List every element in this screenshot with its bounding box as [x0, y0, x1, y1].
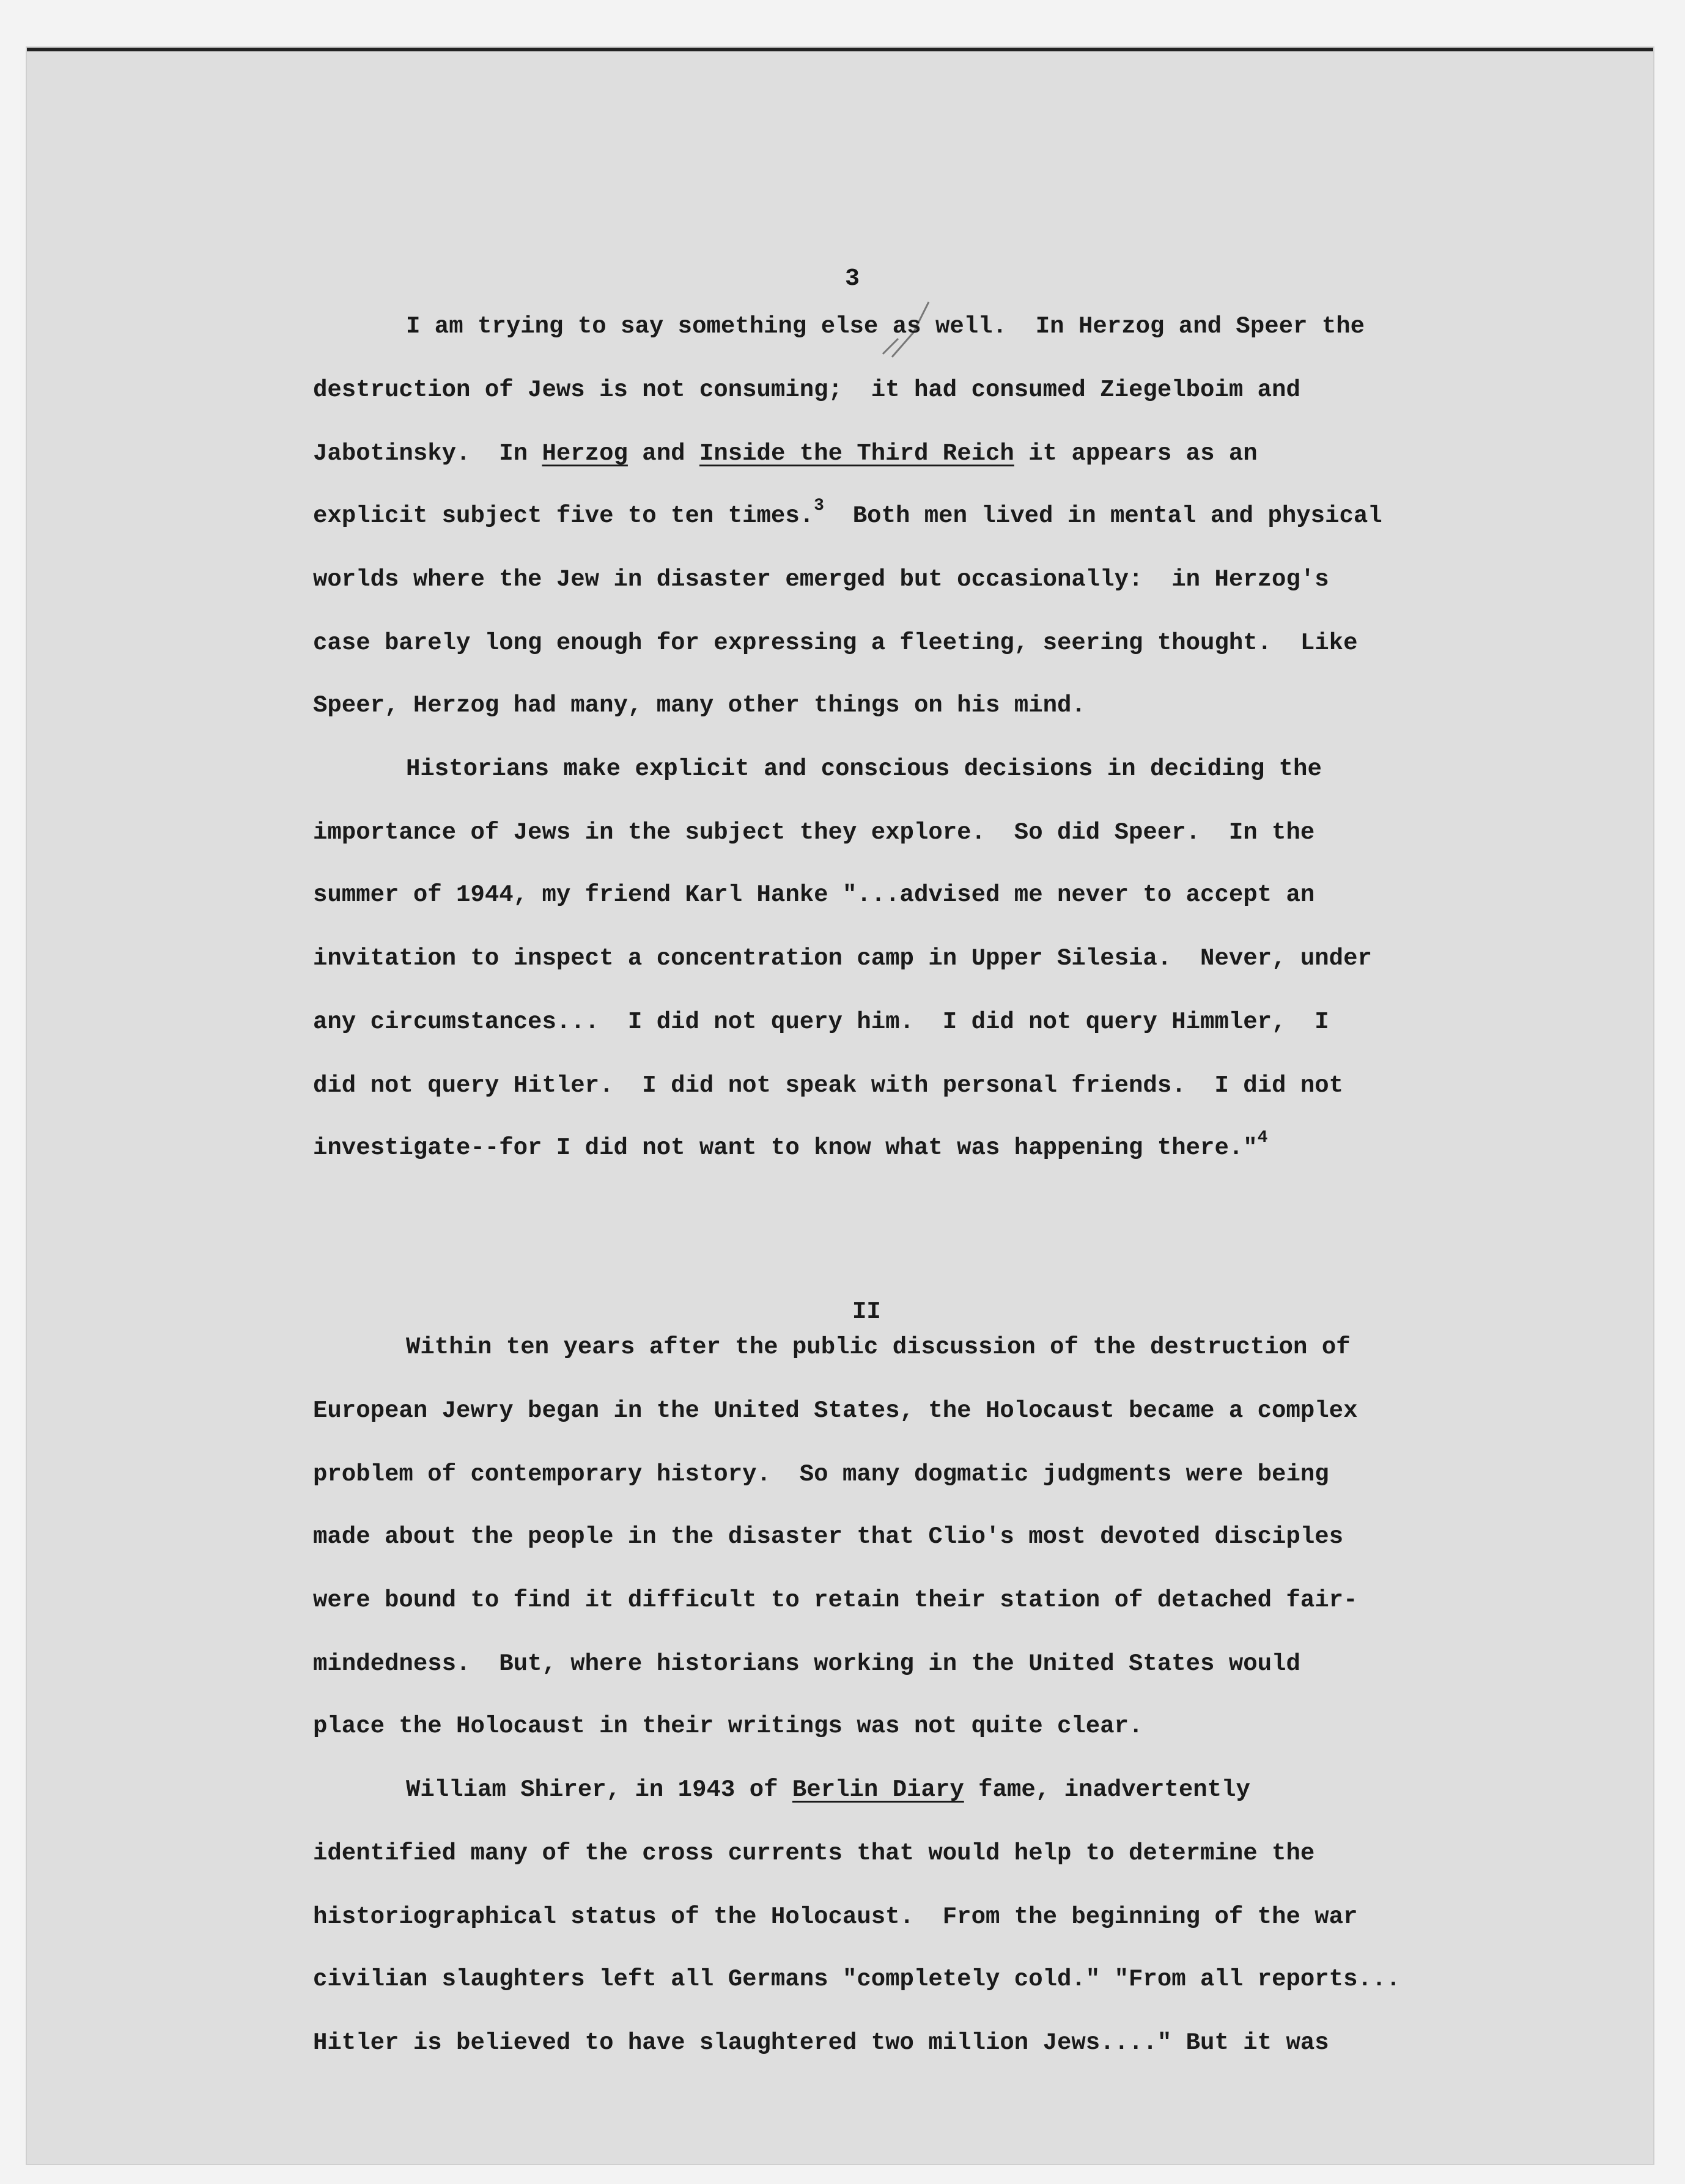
book-title-berlin-diary: Berlin Diary — [792, 1776, 964, 1803]
text-line: were bound to find it difficult to retain their station of detached fair- — [313, 1587, 1358, 1614]
text-line: place the Holocaust in their writings was not quite clear. — [313, 1713, 1143, 1740]
text-line: mindedness. But, where historians working in the United States would — [313, 1650, 1300, 1677]
section-heading: II — [852, 1298, 881, 1325]
text-line: Historians make explicit and conscious decisions in deciding the — [406, 756, 1322, 782]
text-line: did not query Hitler. I did not speak with personal friends. I did not — [313, 1072, 1344, 1099]
text-line: invitation to inspect a concentration camp in Upper Silesia. Never, under — [313, 945, 1372, 972]
text-line — [313, 435, 1258, 472]
book-title-third-reich: Inside the Third Reich — [699, 440, 1014, 467]
text-run: fame, inadvertently — [964, 1776, 1250, 1803]
text-line: I am trying to say something else as well. In Herzog and Speer the — [406, 313, 1365, 340]
footnote-marker: 3 — [814, 496, 824, 515]
text-line: summer of 1944, my friend Karl Hanke "...advised me never to accept an — [313, 881, 1315, 908]
text-line — [313, 1130, 1267, 1166]
text-line: worlds where the Jew in disaster emerged but occasionally: in Herzog's — [313, 566, 1329, 593]
footnote-marker: 4 — [1257, 1128, 1268, 1147]
text-line: identified many of the cross currents that would help to determine the — [313, 1840, 1315, 1867]
book-title-herzog: Herzog — [542, 440, 628, 467]
text-line: importance of Jews in the subject they explore. So did Speer. In the — [313, 819, 1315, 846]
text-line — [313, 498, 1382, 534]
text-run: explicit subject five to ten times. — [313, 502, 814, 529]
text-run: it appears as an — [1014, 440, 1258, 467]
text-run: Both men lived in mental and physical — [824, 502, 1382, 529]
text-line: civilian slaughters left all Germans "completely cold." "From all reports... — [313, 1966, 1401, 1993]
text-line: European Jewry began in the United States, the Holocaust became a complex — [313, 1397, 1358, 1424]
text-line: any circumstances... I did not query him. I did not query Himmler, I — [313, 1009, 1329, 1035]
page-number: 3 — [845, 265, 860, 293]
text-line: made about the people in the disaster that Clio's most devoted disciples — [313, 1523, 1344, 1550]
text-line: problem of contemporary history. So many dogmatic judgments were being — [313, 1461, 1329, 1488]
text-line — [313, 1771, 1250, 1808]
text-line: Within ten years after the public discussion of the destruction of — [406, 1334, 1351, 1361]
text-line: destruction of Jews is not consuming; it had consumed Ziegelboim and — [313, 377, 1300, 403]
text-line: Hitler is believed to have slaughtered two million Jews...." But it was — [313, 2029, 1329, 2056]
text-run: William Shirer, in 1943 of — [406, 1776, 792, 1803]
document-page — [27, 48, 1653, 2164]
text-line: case barely long enough for expressing a fleeting, seering thought. Like — [313, 630, 1358, 656]
text-run: and — [627, 440, 699, 467]
text-line: Speer, Herzog had many, many other things on his mind. — [313, 692, 1086, 719]
text-run: Jabotinsky. In — [313, 440, 542, 467]
text-run: investigate--for I did not want to know what was happening there." — [313, 1134, 1258, 1161]
text-line: historiographical status of the Holocaust. From the beginning of the war — [313, 1903, 1358, 1930]
